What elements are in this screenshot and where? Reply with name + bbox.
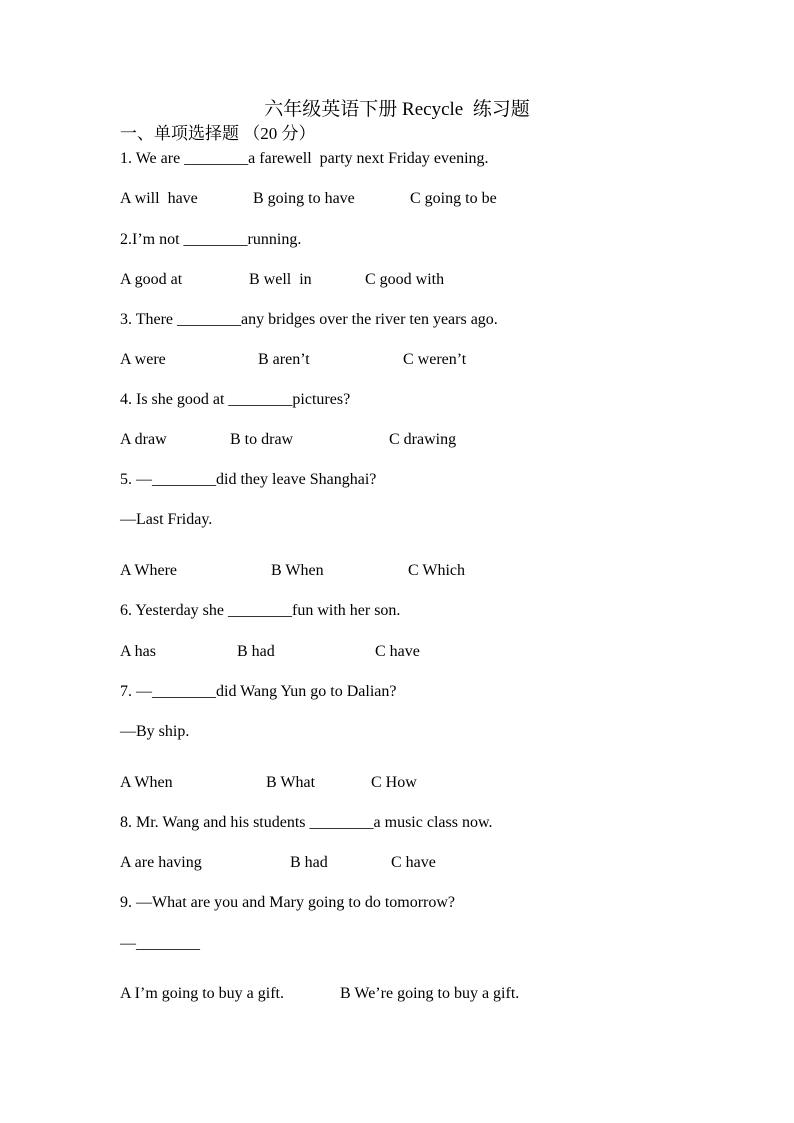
q4-option-a: A draw — [120, 431, 167, 448]
q6-option-c: C have — [375, 643, 420, 660]
q9-option-a: A I’m going to buy a gift. — [120, 985, 284, 1002]
q3-option-a: A were — [120, 351, 166, 368]
q6-option-b: B had — [237, 643, 275, 660]
q7-option-b: B What — [266, 774, 316, 791]
q8-option-a: A are having — [120, 854, 202, 871]
worksheet-title: 六年级英语下册 Recycle 练习题 — [264, 99, 530, 120]
q9-option-b: B We’re going to buy a gift. — [340, 985, 520, 1002]
question-5: 5. —________did they leave Shanghai? — [120, 471, 377, 488]
q5-option-a: A Where — [120, 562, 178, 579]
q6-option-a: A has — [120, 643, 156, 660]
question-6: 6. Yesterday she ________fun with her son. — [120, 602, 401, 619]
q5-option-c: C Which — [408, 562, 466, 579]
question-2: 2.I’m not ________running. — [120, 231, 302, 248]
q1-option-c: C going to be — [410, 190, 497, 207]
q4-option-b: B to draw — [230, 431, 294, 448]
q7-answer: —By ship. — [120, 723, 190, 740]
q5-answer: —Last Friday. — [120, 511, 213, 528]
q4-option-c: C drawing — [389, 431, 457, 448]
question-3: 3. There ________any bridges over the river ten years ago. — [120, 311, 498, 328]
question-1: 1. We are ________a farewell party next Friday evening. — [120, 150, 489, 167]
q8-option-c: C have — [391, 854, 436, 871]
q3-option-c: C weren’t — [403, 351, 467, 368]
q7-option-a: A When — [120, 774, 173, 791]
question-7: 7. —________did Wang Yun go to Dalian? — [120, 683, 397, 700]
section-heading: 一、单项选择题 （20 分） — [120, 124, 316, 143]
question-9: 9. —What are you and Mary going to do tomorrow? — [120, 894, 456, 911]
q9-answer-blank: —________ — [120, 935, 200, 952]
q2-option-a: A good at — [120, 271, 183, 288]
q2-option-c: C good with — [365, 271, 445, 288]
q7-option-c: C How — [371, 774, 417, 791]
q3-option-b: B aren’t — [258, 351, 310, 368]
q5-option-b: B When — [271, 562, 324, 579]
question-8: 8. Mr. Wang and his students ________a music class now. — [120, 814, 493, 831]
q1-option-b: B going to have — [253, 190, 355, 207]
q2-option-b: B well in — [249, 271, 312, 288]
question-4: 4. Is she good at ________pictures? — [120, 391, 351, 408]
q8-option-b: B had — [290, 854, 328, 871]
q1-option-a: A will have — [120, 190, 198, 207]
